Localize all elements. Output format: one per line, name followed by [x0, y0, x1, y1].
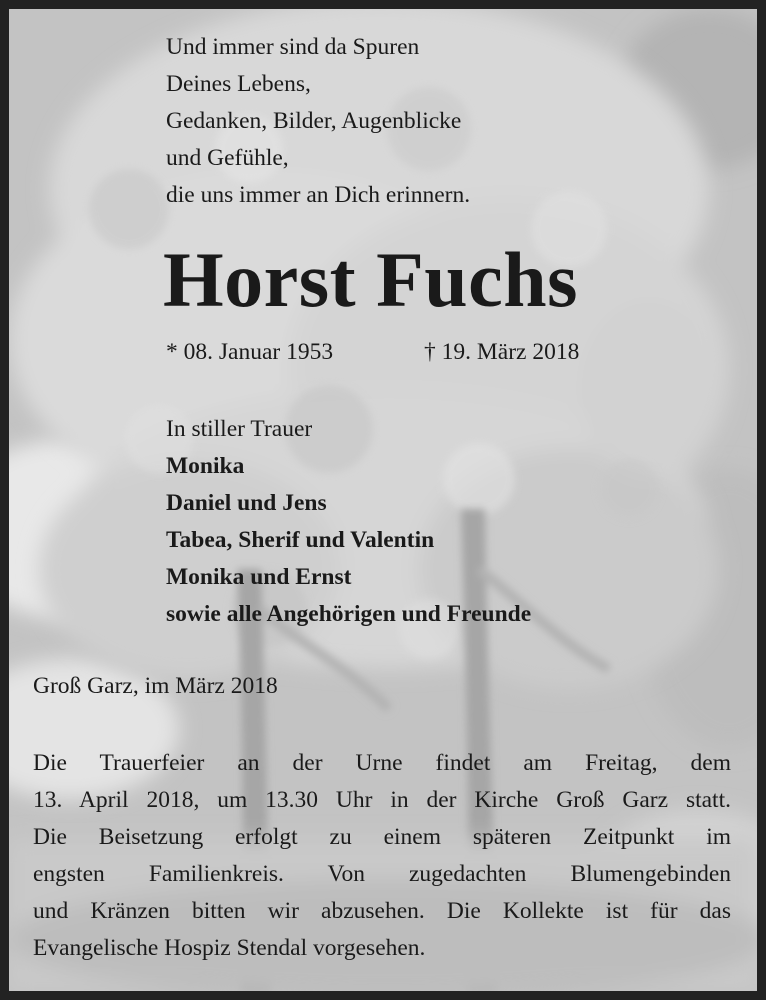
info-line: engsten Familienkreis. Von zugedachten Blumengebinden [33, 861, 731, 887]
info-line: Die Beisetzung erfolgt zu einem späteren Zeitpunkt im [33, 824, 731, 850]
info-line: Die Trauerfeier an der Urne findet am Freitag, dem [33, 750, 731, 776]
poem-line: und Gefühle, [166, 145, 289, 171]
mourners-intro: In stiller Trauer [166, 416, 313, 442]
memorial-poem [166, 29, 470, 214]
poem-line: die uns immer an Dich erinnern. [166, 182, 471, 208]
mourner-name: Tabea, Sherif und Valentin [166, 527, 435, 553]
mourner-name: Monika [166, 453, 245, 479]
deceased-name: Horst Fuchs [163, 236, 578, 323]
place-and-date: Groß Garz, im März 2018 [33, 673, 278, 699]
mourner-name: sowie alle Angehörigen und Freunde [166, 601, 532, 627]
life-dates [166, 339, 580, 366]
notice-content [9, 9, 757, 991]
mourner-name: Daniel und Jens [166, 490, 327, 516]
poem-line: Und immer sind da Spuren [166, 34, 420, 60]
mourner-name: Monika und Ernst [166, 564, 352, 590]
death-date: † 19. März 2018 [424, 339, 580, 365]
poem-line: Gedanken, Bilder, Augenblicke [166, 108, 462, 134]
info-line: und Kränzen bitten wir abzusehen. Die Kollekte ist für das [33, 898, 731, 924]
info-line: 13. April 2018, um 13.30 Uhr in der Kirche Groß Garz statt. [33, 787, 731, 813]
funeral-information [33, 745, 731, 967]
poem-line: Deines Lebens, [166, 71, 311, 97]
mourners-list [166, 411, 531, 633]
info-line: Evangelische Hospiz Stendal vorgesehen. [33, 935, 426, 961]
birth-date: * 08. Januar 1953 [166, 339, 334, 365]
